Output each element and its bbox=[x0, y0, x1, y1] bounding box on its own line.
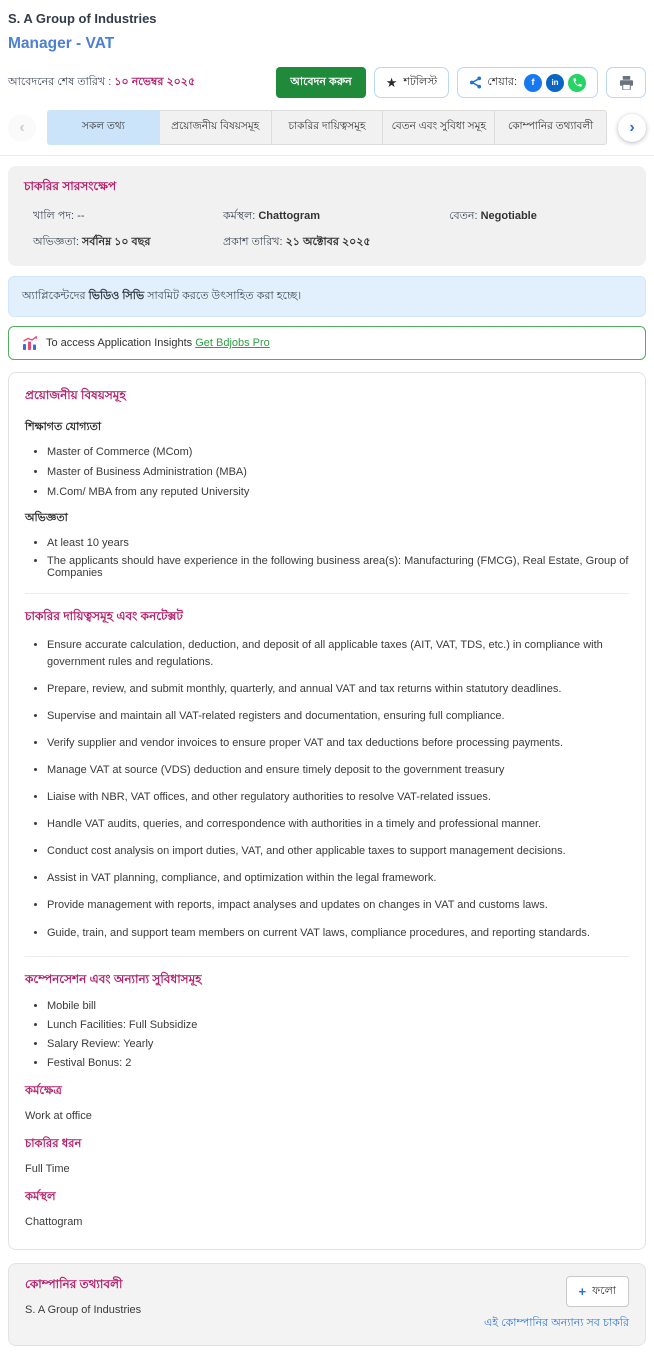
job-details-card bbox=[8, 372, 646, 1250]
job-location-value: Chattogram bbox=[25, 1215, 83, 1228]
deadline-date: ১০ নভেম্বর ২০২৫ bbox=[114, 76, 196, 88]
list-item: • Master of Commerce (MCom) bbox=[47, 446, 629, 458]
responsibilities-section bbox=[25, 608, 629, 942]
tabs-scroll-right-icon[interactable]: › bbox=[618, 114, 646, 142]
list-item: • Handle VAT audits, queries, and correspondence with authorities in a timely and professional manner. bbox=[47, 816, 629, 833]
experience-list bbox=[27, 537, 629, 579]
apply-button[interactable]: আবেদন করুন bbox=[276, 67, 365, 98]
list-item: • Mobile bill bbox=[47, 1000, 629, 1012]
printer-icon bbox=[619, 76, 634, 90]
company-info-left bbox=[25, 1276, 141, 1316]
list-item: • The applicants should have experience in the following business area(s): Manufacturing (FMCG), Real Estate, Group of Companies bbox=[47, 555, 629, 579]
tab-company-info[interactable]: কোম্পানির তথ্যাবলী bbox=[495, 110, 607, 145]
summary-empty-cell bbox=[449, 233, 630, 252]
plus-icon: + bbox=[578, 1283, 587, 1299]
compensation-title: কম্পেনসেশন এবং অন্যান্য সুবিধাসমূহ bbox=[25, 971, 202, 986]
list-item: • M.Com/ MBA from any reputed University bbox=[47, 486, 629, 498]
tab-all-info[interactable]: সকল তথ্য bbox=[47, 110, 160, 145]
section-divider-2 bbox=[25, 956, 629, 957]
requirements-section bbox=[25, 387, 629, 579]
list-item: • Lunch Facilities: Full Subsidize bbox=[47, 1019, 629, 1031]
video-cv-text-prefix: অ্যাপ্লিকেন্টদের bbox=[22, 290, 89, 302]
employment-status-heading: চাকরির ধরন bbox=[25, 1137, 82, 1150]
insights-chart-icon bbox=[22, 335, 38, 351]
video-cv-text-suffix: সাবমিট করতে উৎসাহিত করা হচ্ছে। bbox=[144, 290, 302, 302]
company-info-right bbox=[484, 1276, 629, 1333]
shortlist-label: শটলিস্ট bbox=[403, 76, 438, 88]
application-deadline bbox=[8, 73, 195, 92]
facebook-icon[interactable]: f bbox=[524, 74, 542, 92]
action-buttons bbox=[276, 67, 646, 98]
company-info-card bbox=[8, 1263, 646, 1346]
share-group bbox=[457, 67, 598, 98]
insights-text: To access Application Insights Get Bdjobs Pro bbox=[46, 337, 270, 349]
job-title: Manager - VAT bbox=[8, 35, 115, 52]
requirements-title: প্রয়োজনীয় বিষয়সমূহ bbox=[25, 388, 126, 402]
company-name: S. A Group of Industries bbox=[8, 11, 157, 26]
whatsapp-icon[interactable] bbox=[568, 74, 586, 92]
education-list bbox=[27, 446, 629, 498]
follow-label: ফলো bbox=[592, 1284, 616, 1297]
header-divider bbox=[0, 155, 654, 156]
list-item: • Supervise and maintain all VAT-related registers and documentation, ensuring full compliance. bbox=[47, 708, 629, 725]
insights-banner bbox=[8, 326, 646, 360]
workplace-value: Work at office bbox=[25, 1109, 92, 1122]
list-item: • Liaise with NBR, VAT offices, and other regulatory authorities to resolve VAT-related issues. bbox=[47, 789, 629, 806]
tab-salary-benefits[interactable]: বেতন এবং সুবিধা সমূহ bbox=[383, 110, 495, 145]
list-item: • Ensure accurate calculation, deduction, and deposit of all applicable taxes (AIT, VAT, TDS, etc.) in compliance with government rules and regulations. bbox=[47, 637, 629, 671]
video-cv-text-bold: ভিডিও সিভি bbox=[88, 290, 145, 302]
follow-button[interactable] bbox=[566, 1276, 629, 1307]
summary-salary: বেতন: Negotiable bbox=[449, 210, 537, 222]
list-item: • Assist in VAT planning, compliance, and optimization within the legal framework. bbox=[47, 870, 629, 887]
list-item: • Conduct cost analysis on import duties, VAT, and other applicable taxes to support management decisions. bbox=[47, 843, 629, 860]
employment-status-value: Full Time bbox=[25, 1162, 70, 1175]
summary-grid bbox=[24, 207, 630, 252]
summary-experience: অভিজ্ঞতা: সর্বনিম্ন ১০ বছর bbox=[33, 236, 151, 248]
print-button[interactable] bbox=[606, 67, 646, 98]
summary-title: চাকরির সারসংক্ষেপ bbox=[24, 179, 117, 193]
summary-location: কর্মস্থল: Chattogram bbox=[222, 210, 321, 222]
social-icons bbox=[524, 74, 586, 92]
tabs-scroll-left-icon[interactable]: ‹ bbox=[8, 114, 36, 142]
list-item: • At least 10 years bbox=[47, 537, 629, 549]
summary-vacancy: খালি পদ: -- bbox=[33, 210, 85, 222]
experience-subheading: অভিজ্ঞতা bbox=[25, 512, 68, 524]
tab-responsibilities[interactable]: চাকরির দায়িত্বসমূহ bbox=[272, 110, 384, 145]
share-icon bbox=[469, 76, 482, 89]
list-item: • Manage VAT at source (VDS) deduction and ensure timely deposit to the government treasury bbox=[47, 762, 629, 779]
linkedin-icon[interactable]: in bbox=[546, 74, 564, 92]
section-tabs-row bbox=[8, 110, 646, 145]
compensation-section bbox=[25, 971, 629, 1228]
deadline-actions-row bbox=[8, 67, 646, 98]
share-label: শেয়ার: bbox=[487, 76, 517, 88]
list-item: • Salary Review: Yearly bbox=[47, 1038, 629, 1050]
list-item: • Verify supplier and vendor invoices to ensure proper VAT and tax deductions before processing payments. bbox=[47, 735, 629, 752]
compensation-list bbox=[27, 1000, 629, 1069]
summary-published: প্রকাশ তারিখ: ২১ অক্টোবর ২০২৫ bbox=[222, 236, 371, 248]
section-divider bbox=[25, 593, 629, 594]
shortlist-button[interactable] bbox=[374, 67, 450, 98]
company-info-title: কোম্পানির তথ্যাবলী bbox=[25, 1276, 123, 1291]
job-location-heading: কর্মস্থল bbox=[25, 1190, 56, 1203]
section-tabs bbox=[47, 110, 607, 145]
tab-requirements[interactable]: প্রয়োজনীয় বিষয়সমূহ bbox=[160, 110, 272, 145]
responsibilities-list bbox=[27, 637, 629, 942]
company-info-name: S. A Group of Industries bbox=[25, 1303, 142, 1316]
list-item: • Festival Bonus: 2 bbox=[47, 1057, 629, 1069]
list-item: • Prepare, review, and submit monthly, quarterly, and annual VAT and tax returns within statutory deadlines. bbox=[47, 681, 629, 698]
get-bdjobs-pro-link[interactable]: Get Bdjobs Pro bbox=[195, 337, 270, 349]
deadline-label: আবেদনের শেষ তারিখ : bbox=[8, 76, 115, 88]
list-item: • Guide, train, and support team members on current VAT laws, compliance procedures, and reporting standards. bbox=[47, 925, 629, 942]
video-cv-banner bbox=[8, 276, 646, 317]
other-jobs-link[interactable]: এই কোম্পানির অন্যান্য সব চাকরি bbox=[484, 1316, 629, 1329]
education-subheading: শিক্ষাগত যোগ্যতা bbox=[25, 421, 102, 433]
star-icon: ★ bbox=[385, 75, 398, 90]
responsibilities-title: চাকরির দায়িত্বসমূহ এবং কনটেক্সট bbox=[25, 609, 183, 623]
workplace-heading: কর্মক্ষেত্র bbox=[25, 1084, 62, 1097]
list-item: • Provide management with reports, impact analyses and updates on changes in VAT and customs laws. bbox=[47, 897, 629, 914]
list-item: • Master of Business Administration (MBA) bbox=[47, 466, 629, 478]
job-summary-card bbox=[8, 166, 646, 266]
